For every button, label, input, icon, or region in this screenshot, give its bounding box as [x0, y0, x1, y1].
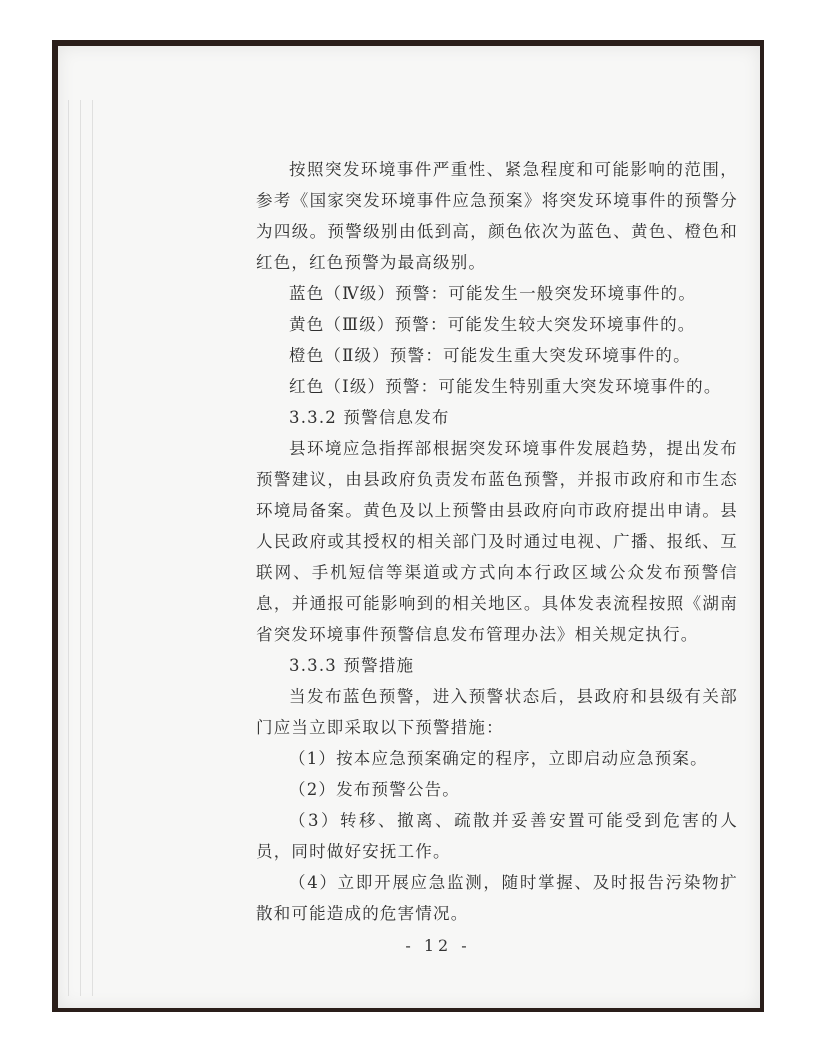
paragraph-yellow-warning: 黄色（Ⅲ级）预警：可能发生较大突发环境事件的。 — [289, 315, 696, 334]
page-number: - 12 - — [405, 936, 471, 955]
list-item-measure-4: （4）立即开展应急监测，随时掌握、及时报告污染物扩散和可能造成的危害情况。 — [256, 873, 738, 923]
paragraph-warning-measures-intro: 当发布蓝色预警，进入预警状态后，县政府和县级有关部门应当立即采取以下预警措施： — [256, 687, 738, 737]
section-heading-3-3-2: 3.3.2 预警信息发布 — [289, 408, 450, 427]
list-item-measure-2: （2）发布预警公告。 — [289, 780, 460, 799]
document-body — [256, 154, 738, 929]
list-item-measure-3: （3）转移、撤离、疏散并妥善安置可能受到危害的人员，同时做好安抚工作。 — [256, 811, 738, 861]
section-heading-3-3-3: 3.3.3 预警措施 — [289, 656, 415, 675]
list-item-measure-1: （1）按本应急预案确定的程序，立即启动应急预案。 — [289, 749, 708, 768]
page-edge — [68, 100, 69, 996]
paragraph-orange-warning: 橙色（Ⅱ级）预警：可能发生重大突发环境事件的。 — [289, 346, 691, 365]
paragraph-red-warning: 红色（Ⅰ级）预警：可能发生特别重大突发环境事件的。 — [289, 377, 722, 396]
paragraph-blue-warning: 蓝色（Ⅳ级）预警：可能发生一般突发环境事件的。 — [289, 284, 697, 303]
paragraph-warning-release: 县环境应急指挥部根据突发环境事件发展趋势，提出发布预警建议，由县政府负责发布蓝色预警，并报市政府和市生态环境局备案。黄色及以上预警由县政府向市政府提出申请。县人民政府或其授权的相关部门及时通过电视、广播、报纸、互联网、手机短信等渠道或方式向本行政区域公众发布预警信息，并通报可能影响到的相关地区。具体发表流程按照《湖南省突发环境事件预警信息发布管理办法》相关规定执行。 — [256, 439, 738, 644]
page-edge — [80, 100, 81, 996]
paragraph-warning-levels: 按照突发环境事件严重性、紧急程度和可能影响的范围，参考《国家突发环境事件应急预案》将突发环境事件的预警分为四级。预警级别由低到高，颜色依次为蓝色、黄色、橙色和红色，红色预警为最高级别。 — [256, 160, 738, 272]
page-edge — [92, 100, 93, 996]
